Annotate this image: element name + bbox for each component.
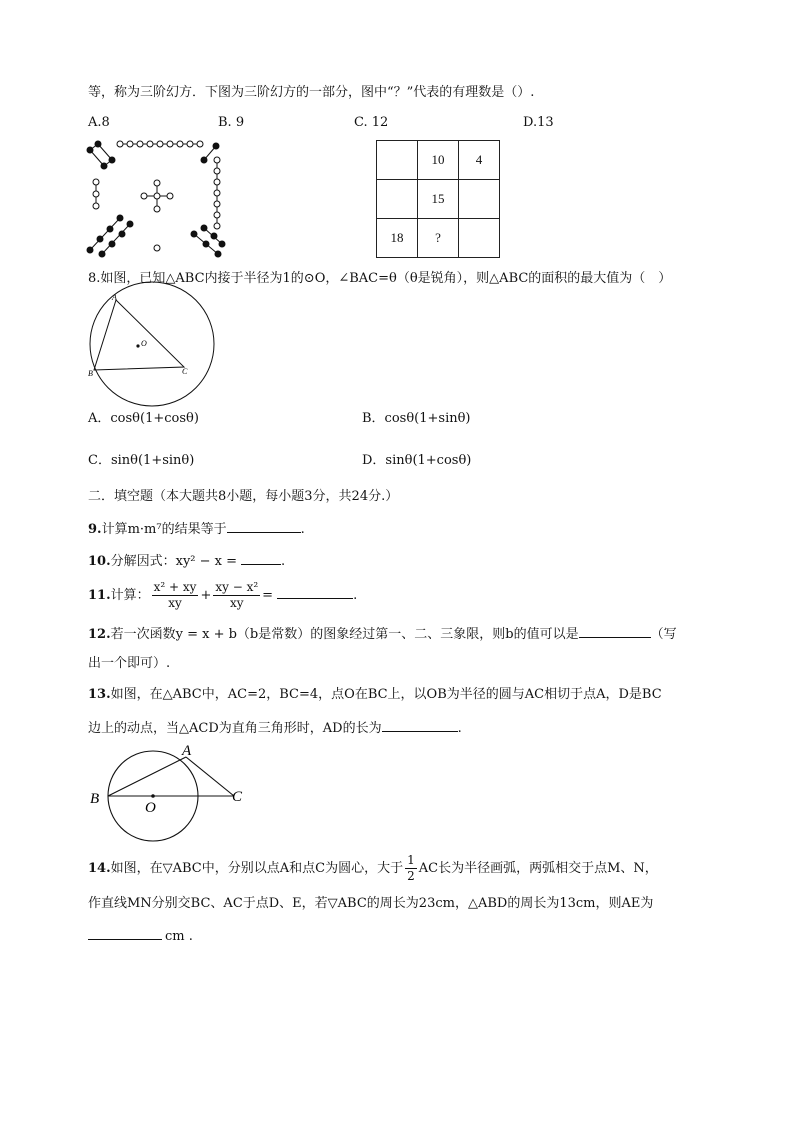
question-9	[88, 519, 305, 539]
q9-text: 计算m·m⁷的结果等于	[101, 522, 227, 537]
q11-fraction-2	[213, 580, 260, 611]
q8-circle-triangle-figure	[86, 294, 226, 394]
q13-label-c: C	[232, 789, 243, 805]
q9-answer-blank[interactable]	[227, 519, 301, 533]
q13-end: .	[457, 721, 462, 736]
q11-number: 11.	[88, 588, 111, 603]
q14-answer-blank[interactable]	[88, 926, 162, 940]
q13-label-b: B	[90, 791, 100, 807]
q14-number: 14.	[88, 861, 111, 876]
q12-line-2: 出一个即可）.	[88, 656, 171, 671]
q8-label-b: B	[88, 369, 93, 378]
q14-frac-numerator: 1	[407, 853, 415, 867]
q10-text: 分解因式：xy² − x =	[110, 554, 238, 569]
q10-end: .	[281, 554, 286, 569]
q11-frac1-numerator: x² + xy	[153, 580, 197, 594]
q8-label-a: A	[112, 293, 117, 302]
q14-line1-pre: 如图，在▽ABC中，分别以点A和点C为圆心，大于	[110, 861, 404, 876]
q14-line1-post: AC长为半径画弧，两弧相交于点M、N，	[418, 861, 658, 876]
q10-answer-blank[interactable]	[241, 551, 281, 565]
q12-answer-blank[interactable]	[579, 624, 651, 638]
grid-cell	[377, 141, 418, 180]
q11-plus: +	[200, 588, 212, 603]
grid-cell	[459, 180, 500, 219]
q8-option-a: A．cosθ(1+cosθ)	[88, 411, 199, 426]
grid-cell: 15	[418, 180, 459, 219]
q11-frac1-denominator: xy	[168, 596, 182, 610]
question-12-line-1	[88, 624, 677, 644]
q10-number: 10.	[88, 554, 111, 569]
grid-cell	[459, 219, 500, 258]
question-10	[88, 551, 285, 571]
question-14-line-3	[88, 926, 193, 946]
q8-option-b: B．cosθ(1+sinθ)	[362, 411, 471, 426]
question-13-line-2	[88, 718, 462, 738]
q8-label-o: O	[141, 339, 147, 348]
q7-option-c: C. 12	[354, 115, 389, 130]
q12-number: 12.	[88, 627, 111, 642]
q13-circle-tangent-figure	[86, 742, 256, 852]
grid-row	[377, 219, 500, 258]
q13-label-o: O	[145, 800, 156, 816]
q14-line3-end: cm .	[165, 929, 193, 944]
q7-option-d: D.13	[523, 115, 554, 130]
q8-option-c: C．sinθ(1+sinθ)	[88, 453, 195, 468]
grid-cell: 18	[377, 219, 418, 258]
q11-pre: 计算：	[110, 588, 150, 603]
grid-row	[377, 141, 500, 180]
q7-option-b: B. 9	[218, 115, 245, 130]
q8-label-c: C	[182, 367, 188, 376]
q13-answer-blank[interactable]	[382, 718, 458, 732]
grid-row	[377, 180, 500, 219]
q8-stem: 8.如图，已知△ABC内接于半径为1的⊙O，∠BAC=θ（θ是锐角），则△ABC的面积的最大值为（ ）	[88, 271, 672, 286]
grid-cell: 10	[418, 141, 459, 180]
q11-equals: =	[262, 588, 274, 603]
q11-answer-blank[interactable]	[277, 585, 353, 599]
q13-label-a: A	[182, 743, 192, 759]
question-14-line-2: 作直线MN分别交BC、AC于点D、E，若▽ABC的周长为23cm，△ABD的周长为13cm，则AE为	[88, 896, 654, 911]
q8-option-d: D．sinθ(1+cosθ)	[362, 453, 472, 468]
q13-line1: 如图，在△ABC中，AC=2，BC=4，点O在BC上，以OB为半径的圆与AC相切于点A，D是BC	[110, 687, 662, 702]
grid-cell: ?	[418, 219, 459, 258]
question-13-line-1	[88, 686, 662, 704]
q14-frac-denominator: 2	[407, 869, 415, 883]
question-11	[88, 578, 357, 614]
q11-frac2-denominator: xy	[229, 596, 244, 610]
section-fill-in-heading: 二．填空题（本大题共8小题，每小题3分，共24分.）	[88, 489, 399, 504]
q11-frac2-numerator: xy − x²	[215, 580, 259, 594]
q7-intro: 等，称为三阶幻方．下图为三阶幻方的一部分，图中“？”代表的有理数是（）.	[88, 85, 535, 100]
magic-square-grid	[376, 140, 500, 258]
q11-end: .	[353, 588, 358, 603]
q13-line2: 边上的动点，当△ACD为直角三角形时，AD的长为	[88, 721, 382, 736]
q9-end: .	[300, 522, 305, 537]
q14-fraction	[405, 853, 417, 884]
q12-line1: 若一次函数y = x + b（b是常数）的图象经过第一、二、三象限，则b的值可以是	[110, 627, 579, 642]
q12-line1-end: （写	[650, 627, 677, 642]
q9-number: 9.	[88, 522, 102, 537]
question-14-line-1	[88, 852, 658, 886]
grid-cell	[377, 180, 418, 219]
q7-option-a: A.8	[88, 115, 110, 130]
q13-number: 13.	[88, 687, 111, 702]
q11-fraction-1	[152, 580, 199, 611]
lo-shu-dot-figure	[86, 138, 226, 258]
grid-cell: 4	[459, 141, 500, 180]
